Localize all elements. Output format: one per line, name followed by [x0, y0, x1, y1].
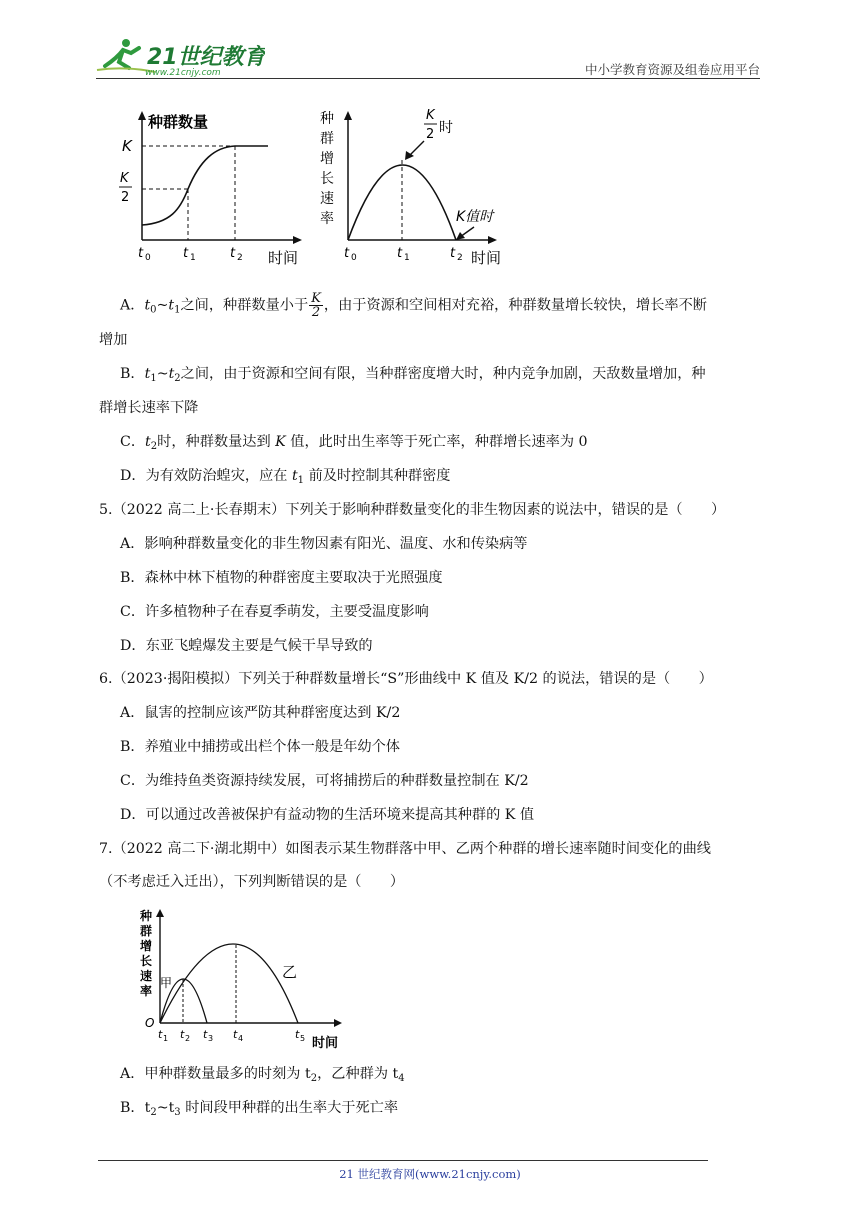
svg-text:5: 5 [300, 1034, 306, 1043]
yi-curve [160, 944, 298, 1023]
svg-text:2: 2 [185, 1034, 191, 1043]
svg-text:2: 2 [237, 253, 243, 263]
s-curve [142, 146, 268, 225]
k-value-label: K值时 [456, 209, 494, 225]
left-xlabel: 时间 [268, 249, 299, 267]
site-logo [95, 36, 265, 78]
svg-text:t: t [295, 1028, 300, 1041]
footer-text[interactable]: 21 世纪教育网(www.21cnjy.com) [339, 1167, 521, 1181]
svg-text:速: 速 [320, 191, 334, 207]
q6-option-b: B．养殖业中捕捞或出栏个体一般是年幼个体 [120, 739, 400, 755]
q6-option-d: D．可以通过改善被保护有益动物的生活环境来提高其种群的 K 值 [120, 807, 535, 823]
right-xlabel: 时间 [471, 249, 502, 267]
figure-two-species-growth [140, 905, 370, 1055]
svg-text:t: t [397, 246, 403, 261]
q7-xlabel: 时间 [312, 1036, 339, 1051]
svg-text:4: 4 [238, 1034, 244, 1043]
svg-text:1: 1 [163, 1034, 169, 1043]
svg-text:长: 长 [140, 954, 153, 968]
figure-population-curves [110, 105, 520, 270]
svg-text:2: 2 [457, 253, 463, 263]
q7-option-b: B．$t_2\sim t_3$ 时间段甲种群的出生率大于死亡率 [120, 1100, 399, 1118]
q7-stem-1: 7.（2022 高二下·湖北期中）如图表示某生物群落中甲、乙两个种群的增长速率随时间变化的曲线 [99, 841, 711, 857]
q4-option-b-cont: 群增长速率下降 [99, 400, 199, 416]
q4-option-b: B．$t_1\sim t_2$之间，由于资源和空间有限，当种群密度增大时，种内竞争加剧，天敌数量增加，种 [120, 366, 706, 384]
q5-option-a: A．影响种群数量变化的非生物因素有阳光、温度、水和传染病等 [120, 536, 528, 552]
q4-option-d: D．为有效防治蝗灾，应在 $t_1$ 前及时控制其种群密度 [120, 468, 451, 486]
svg-text:K: K [426, 108, 435, 123]
footer-divider [98, 1160, 708, 1161]
growth-rate-graph [320, 108, 501, 267]
q4-option-a-cont: 增加 [99, 332, 128, 348]
header-divider [96, 78, 760, 79]
header-platform-text: 中小学教育资源及组卷应用平台 [584, 62, 760, 77]
svg-text:率: 率 [320, 211, 334, 227]
svg-text:速: 速 [140, 969, 153, 983]
k-label: K [122, 137, 132, 155]
svg-text:种: 种 [140, 909, 153, 923]
svg-text:长: 长 [320, 171, 334, 187]
k2-den: 2 [121, 190, 130, 205]
svg-text:增: 增 [140, 939, 153, 953]
q5-option-b: B．森林中林下植物的种群密度主要取决于光照强度 [120, 570, 443, 586]
svg-text:种: 种 [320, 111, 334, 127]
svg-text:t: t [180, 1028, 185, 1041]
q4-option-a: A．$t_0\sim t_1$之间，种群数量小于 $\frac{K}{2}$ ，由于资源和空间相对充裕，种群数量增长较快，增长率不断 [120, 291, 707, 320]
svg-text:t: t [344, 246, 350, 261]
svg-text:增: 增 [320, 151, 334, 167]
svg-text:3: 3 [208, 1034, 214, 1043]
q6-option-a: A．鼠害的控制应该严防其种群密度达到 K/2 [120, 705, 401, 721]
svg-text:时: 时 [439, 120, 453, 136]
svg-text:O: O [145, 1016, 155, 1030]
logo-url: www.21cnjy.com [145, 68, 221, 78]
svg-text:2: 2 [426, 127, 435, 142]
s-curve-graph [119, 111, 302, 267]
q5-option-c: C．许多植物种子在春夏季萌发，主要受温度影响 [120, 604, 429, 620]
q7-stem-2: （不考虑迁入迁出），下列判断错误的是（ ） [99, 874, 405, 890]
svg-text:t: t [158, 1028, 163, 1041]
q7-option-a: A．甲种群数量最多的时刻为 $t_2$，乙种群为 $t_4$ [120, 1066, 405, 1084]
svg-text:0: 0 [145, 253, 151, 263]
logo-text: 21世纪教育 [147, 45, 265, 70]
svg-text:t: t [138, 246, 144, 261]
label-yi: 乙 [282, 963, 298, 981]
svg-text:1: 1 [190, 253, 196, 263]
svg-text:t: t [233, 1028, 238, 1041]
label-jia: 甲 [160, 976, 173, 990]
k2-num: K [120, 171, 129, 186]
svg-text:0: 0 [351, 253, 357, 263]
q6-stem: 6.（2023·揭阳模拟）下列关于种群数量增长“S”形曲线中 K 值及 K/2 的说法，错误的是（ ） [99, 671, 713, 687]
svg-text:t: t [183, 246, 189, 261]
svg-text:1: 1 [404, 253, 410, 263]
svg-text:群: 群 [140, 924, 153, 938]
left-ylabel: 种群数量 [148, 113, 209, 131]
svg-text:群: 群 [320, 131, 334, 147]
q5-option-d: D．东亚飞蝗爆发主要是气候干旱导致的 [120, 638, 373, 654]
q4-option-c: C．$t_2$时，种群数量达到 K 值，此时出生率等于死亡率，种群增长速率为 0 [120, 434, 588, 452]
svg-text:t: t [203, 1028, 208, 1041]
svg-text:t: t [230, 246, 236, 261]
q5-stem: 5.（2022 高二上·长春期末）下列关于影响种群数量变化的非生物因素的说法中，错误的是（ ） [99, 502, 726, 518]
svg-text:t: t [450, 246, 456, 261]
svg-text:率: 率 [140, 984, 153, 998]
q6-option-c: C．为维持鱼类资源持续发展，可将捕捞后的种群数量控制在 K/2 [120, 773, 529, 789]
